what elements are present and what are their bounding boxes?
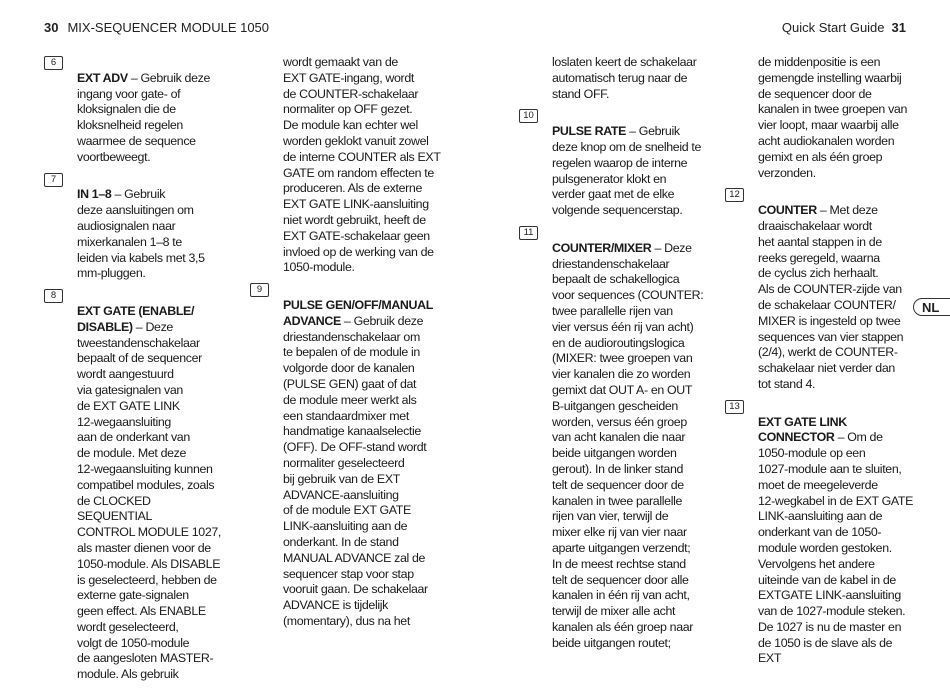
continued-paragraph: loslaten keert de schakelaar automatisch terug naar de stand OFF. [552, 55, 697, 101]
item-title: PULSE RATE [552, 124, 627, 139]
item-title: EXT ADV [77, 70, 128, 85]
item-title: COUNTER [758, 203, 817, 218]
left-header-title: MIX-SEQUENCER MODULE 1050 [67, 20, 270, 35]
item-body: – Met deze draaischakelaar wordt het aantal stappen in de reeks geregeld, waarna de cyclus zich herhaalt. Als de COUNTER-zijde van de schakelaar COUNTER/ MIXER is ingesteld op twee sequences van vier stappen (2/4), werkt de COUNTER- schakelaar niet verder dan tot stand 4. [758, 203, 904, 391]
item-body: – Gebruik deze aansluitingen om audiosignalen naar mixerkanalen 1–8 te leiden via kabels met 3,5 mm-pluggen. [77, 187, 205, 281]
page-header-left [44, 20, 269, 35]
item-title: EXT GATE (ENABLE/ DISABLE) [77, 303, 195, 334]
item-body: – Gebruik deze knop om de snelheid te regelen waarop de interne pulsgenerator klokt en verder gaat met de elke volgende sequencerstap. [552, 124, 701, 218]
item-body: – Gebruik deze ingang voor gate- of kloksignalen die de kloksnelheid regelen waarmee de sequence voortbeweegt. [77, 70, 211, 164]
item-12 [729, 187, 918, 392]
item-13 [729, 399, 918, 668]
item-number-badge: 6 [44, 56, 63, 70]
item-number-badge: 8 [44, 289, 63, 303]
item-title: IN 1–8 [77, 187, 112, 202]
item-6 [50, 55, 227, 166]
item-8 [50, 288, 227, 683]
language-tab: NL [913, 298, 950, 316]
item-title: COUNTER/MIXER [552, 240, 652, 255]
item-body: – Om de 1050-module op een 1027-module aan te sluiten, moet de meegeleverde 12-wegkabel in de EXT GATE LINK-aansluiting aan de onderkant van de 1050- module worden gestoken. Vervolgens het andere uiteinde van de kabel in de EXTGATE LINK-aansluiting van de 1027-module steken. De 1027 is nu de master en de 1050 is de slave als de EXT [758, 430, 914, 666]
item-number-badge: 11 [519, 226, 538, 240]
item-title: PULSE GEN/OFF/MANUAL ADVANCE [283, 297, 433, 328]
item-title: EXT GATE LINK CONNECTOR [758, 414, 847, 445]
text-column-3 [523, 55, 712, 657]
item-number-badge: 10 [519, 109, 538, 123]
text-column-1 [50, 55, 227, 689]
item-number-badge: 13 [725, 400, 744, 414]
continued-paragraph: de middenpositie is een gemengde instelling waarbij de sequencer door de kanalen in twee groepen van vier loopt, maar waarbij alle acht audiokanalen worden gemixt en als één groep verzonden. [758, 55, 907, 180]
page-header-right [782, 20, 906, 35]
right-page-number: 31 [891, 20, 906, 35]
item-9 [256, 282, 443, 630]
continued-paragraph: wordt gemaakt van de EXT GATE-ingang, wordt de COUNTER-schakelaar normaliter op OFF gezet. De module kan echter wel worden geklokt vanuit zowel de interne COUNTER als EXT GATE om random effecten te produceren. Als de externe EXT GATE LINK-aansluiting niet wordt gebruikt, heeft de EXT GATE-schakelaar geen invloed op de werking van de 1050-module. [283, 55, 441, 275]
left-page-number: 30 [44, 20, 59, 35]
text-column-4 [729, 55, 918, 673]
item-10 [523, 108, 712, 219]
item-number-badge: 12 [725, 188, 744, 202]
text-column-2 [256, 55, 443, 636]
item-11 [523, 225, 712, 652]
right-header-title: Quick Start Guide [781, 20, 885, 35]
item-body: – Deze driestandenschakelaar bepaalt de schakellogica voor sequences (COUNTER: twee parallelle rijen van vier versus één rij van acht) en de audioroutingslogica (MIXER: twee groepen van vier kanalen die zo worden gemixt dat OUT A- en OUT B-uitgangen gescheiden worden, versus één groep van acht kanalen die naar beide uitgangen worden gerout). In de linker stand telt de sequencer door de kanalen in twee parallelle rijen van vier, terwijl de mixer elke rij van vier naar aparte uitgangen verzendt; In de meest rechtse stand telt de sequencer door alle kanalen in één rij van acht, terwijl de mixer alle acht kanalen als één groep naar beide uitgangen routet; [552, 240, 704, 650]
item-number-badge: 7 [44, 173, 63, 187]
item-body: – Gebruik deze driestandenschakelaar om te bepalen of de module in volgorde door de kanalen (PULSE GEN) gaat of dat de module meer werkt als een standaardmixer met handmatige kanaalselectie (OFF). De OFF-stand wordt normaliter geselecteerd bij gebruik van de EXT ADVANCE-aansluiting of de module EXT GATE LINK-aansluiting aan de onderkant. In de stand MANUAL ADVANCE zal de sequencer stap voor stap vooruit gaan. De schakelaar ADVANCE is tijdelijk (momentary), dus na het [283, 313, 428, 628]
item-number-badge: 9 [250, 283, 269, 297]
item-7 [50, 172, 227, 283]
item-body: – Deze tweestandenschakelaar bepaalt of de sequencer wordt aangestuurd via gatesignalen van de EXT GATE LINK 12-wegaansluiting aan de onderkant van de module. Met deze 12-wegaansluiting kunnen compatibel modules, zoals de CLOCKED SEQUENTIAL CONTROL MODULE 1027, als master dienen voor de 1050-module. Als DISABLE is geselecteerd, hebben de externe gate-signalen geen effect. Als ENABLE wordt geselecteerd, volgt de 1050-module de aangesloten MASTER- module. Als gebruik [77, 319, 222, 682]
